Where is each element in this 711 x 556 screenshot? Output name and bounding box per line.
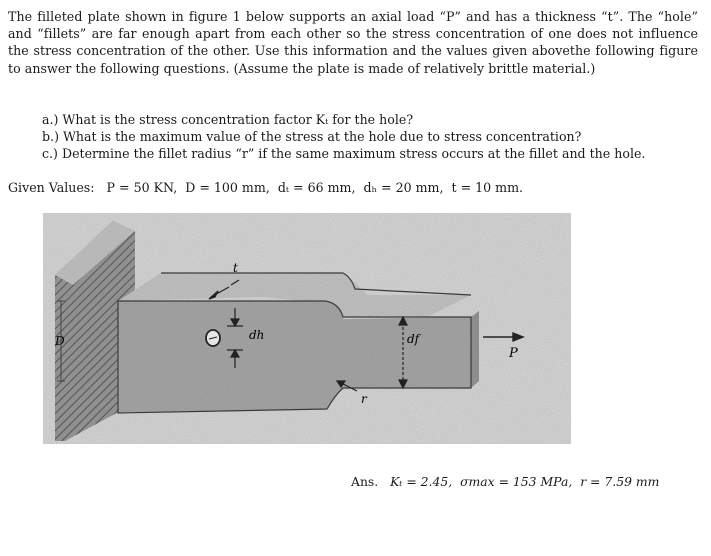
- given-D: D = 100 mm,: [185, 180, 270, 195]
- filleted-plate-figure: [43, 213, 571, 444]
- given-P: P = 50 KN,: [106, 180, 178, 195]
- answer-prefix: Ans.: [351, 474, 379, 489]
- given-t: t = 10 mm.: [451, 180, 524, 195]
- label-df: df: [407, 332, 420, 346]
- given-label: Given Values:: [8, 180, 95, 195]
- given-df: dₜ = 66 mm,: [277, 180, 356, 195]
- label-dh: dh: [249, 328, 265, 342]
- given-dh: dₕ = 20 mm,: [363, 180, 444, 195]
- question-c: c.) Determine the fillet radius “r” if the same maximum stress occurs at the fillet and the hole.: [42, 146, 646, 161]
- given-values: [8, 180, 523, 195]
- answer-line: [351, 474, 659, 489]
- problem-statement: The filleted plate shown in figure 1 below supports an axial load “P” and has a thickness “t”. The “hole” and “fillets” are far enough apart from each other so the stress concentration of one does not influence the stress concentration of the other. Use this information and the values given abovethe following figure to answer the following questions. (Assume the plate is made of relatively brittle material.): [8, 9, 698, 76]
- label-P: P: [509, 346, 518, 361]
- answer-smax: σmax = 153 MPa,: [460, 474, 573, 489]
- label-D: D: [55, 334, 65, 348]
- hole: [206, 330, 220, 346]
- label-t: t: [233, 261, 238, 275]
- question-a: a.) What is the stress concentration factor Kₜ for the hole?: [42, 112, 414, 127]
- answer-kt: Kₜ = 2.45,: [390, 474, 453, 489]
- label-r: r: [361, 392, 367, 406]
- answer-r: r = 7.59 mm: [580, 474, 660, 489]
- question-b: b.) What is the maximum value of the stress at the hole due to stress concentration?: [42, 129, 582, 144]
